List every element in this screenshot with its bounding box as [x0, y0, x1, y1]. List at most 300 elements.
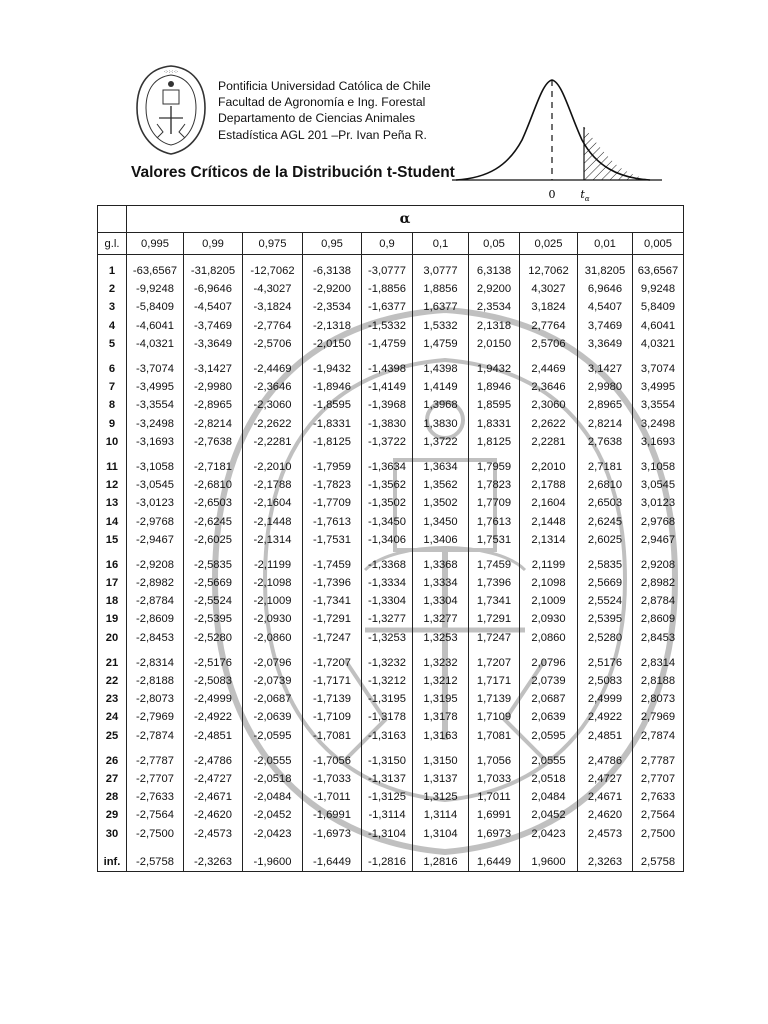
- svg-text:·:·:·:·:·: ·:·:·:·:·: [163, 69, 179, 75]
- spacer-cell: [243, 549, 303, 556]
- gl-cell: 17: [98, 574, 127, 592]
- value-cell: 2,5395: [578, 610, 633, 628]
- value-cell: -2,7764: [243, 317, 303, 335]
- table-row: [98, 280, 684, 298]
- spacer-cell: [520, 549, 578, 556]
- spacer-cell: [413, 255, 469, 263]
- value-cell: -1,3125: [362, 788, 413, 806]
- value-cell: -1,3253: [362, 629, 413, 647]
- table-row: [98, 360, 684, 378]
- spacer-cell: [184, 647, 243, 654]
- value-cell: -1,8946: [303, 378, 362, 396]
- table-row: [98, 574, 684, 592]
- table-row: [98, 415, 684, 433]
- value-cell: -2,4999: [184, 690, 243, 708]
- table-row: [98, 610, 684, 628]
- gl-cell: inf.: [98, 853, 127, 872]
- alpha-column-header: 0,1: [413, 233, 469, 255]
- value-cell: 1,8331: [469, 415, 520, 433]
- value-cell: 2,4469: [520, 360, 578, 378]
- value-cell: -2,1009: [243, 592, 303, 610]
- spacer-cell: [362, 647, 413, 654]
- spacer-cell: [184, 353, 243, 360]
- value-cell: -1,7011: [303, 788, 362, 806]
- value-cell: -2,8982: [127, 574, 184, 592]
- value-cell: 2,7181: [578, 458, 633, 476]
- value-cell: 1,3562: [413, 476, 469, 494]
- spacer-cell: [184, 843, 243, 853]
- value-cell: 3,3649: [578, 335, 633, 353]
- table-row: [98, 378, 684, 396]
- value-cell: 2,7638: [578, 433, 633, 451]
- spacer-cell: [127, 353, 184, 360]
- value-cell: 1,7056: [469, 752, 520, 770]
- value-cell: 12,7062: [520, 262, 578, 280]
- value-cell: -2,3646: [243, 378, 303, 396]
- value-cell: 3,2498: [633, 415, 684, 433]
- zero-label: 0: [548, 188, 556, 201]
- value-cell: -2,4786: [184, 752, 243, 770]
- value-cell: 1,6377: [413, 298, 469, 316]
- value-cell: 1,3137: [413, 770, 469, 788]
- value-cell: 2,1009: [520, 592, 578, 610]
- value-cell: 1,3195: [413, 690, 469, 708]
- value-cell: -1,9600: [243, 853, 303, 872]
- value-cell: -4,5407: [184, 298, 243, 316]
- value-cell: -1,7139: [303, 690, 362, 708]
- value-cell: -3,4995: [127, 378, 184, 396]
- value-cell: -4,3027: [243, 280, 303, 298]
- value-cell: -1,3368: [362, 556, 413, 574]
- spacer-cell: [469, 745, 520, 752]
- value-cell: -2,0423: [243, 824, 303, 842]
- value-cell: -2,8073: [127, 690, 184, 708]
- value-cell: 1,3304: [413, 592, 469, 610]
- table-row: [98, 494, 684, 512]
- alpha-column-header: 0,995: [127, 233, 184, 255]
- value-cell: -1,3195: [362, 690, 413, 708]
- spacer-cell: [633, 745, 684, 752]
- gl-header: g.l.: [98, 233, 127, 255]
- gl-cell: 28: [98, 788, 127, 806]
- institution-line-department: Departamento de Ciencias Animales: [218, 111, 416, 126]
- value-cell: -2,5524: [184, 592, 243, 610]
- spacer-cell: [303, 353, 362, 360]
- value-cell: -2,3534: [303, 298, 362, 316]
- value-cell: 1,3722: [413, 433, 469, 451]
- value-cell: 1,3502: [413, 494, 469, 512]
- alpha-header: α: [127, 206, 684, 233]
- value-cell: 1,3104: [413, 824, 469, 842]
- value-cell: -2,8453: [127, 629, 184, 647]
- spacer-cell: [98, 549, 127, 556]
- spacer-cell: [520, 353, 578, 360]
- gl-cell: 11: [98, 458, 127, 476]
- value-cell: 3,7469: [578, 317, 633, 335]
- value-cell: 1,3368: [413, 556, 469, 574]
- value-cell: 1,7291: [469, 610, 520, 628]
- value-cell: 2,1318: [469, 317, 520, 335]
- value-cell: -2,9768: [127, 512, 184, 530]
- spacer-cell: [413, 353, 469, 360]
- spacer-cell: [184, 549, 243, 556]
- value-cell: -2,5083: [184, 672, 243, 690]
- value-cell: -3,1693: [127, 433, 184, 451]
- value-cell: -2,8965: [184, 396, 243, 414]
- value-cell: -1,3178: [362, 708, 413, 726]
- value-cell: 4,0321: [633, 335, 684, 353]
- gl-cell: 14: [98, 512, 127, 530]
- value-cell: 1,3450: [413, 512, 469, 530]
- table-row: [98, 672, 684, 690]
- value-cell: 2,8784: [633, 592, 684, 610]
- table-row: [98, 806, 684, 824]
- spacer-cell: [578, 255, 633, 263]
- spacer-cell: [127, 745, 184, 752]
- value-cell: 1,8125: [469, 433, 520, 451]
- table-row: [98, 853, 684, 872]
- value-cell: -2,4922: [184, 708, 243, 726]
- value-cell: -3,0545: [127, 476, 184, 494]
- value-cell: -2,0555: [243, 752, 303, 770]
- value-cell: -3,2498: [127, 415, 184, 433]
- value-cell: -3,0123: [127, 494, 184, 512]
- spacer-cell: [98, 451, 127, 458]
- value-cell: -2,0860: [243, 629, 303, 647]
- gl-cell: 5: [98, 335, 127, 353]
- spacer-cell: [127, 255, 184, 263]
- value-cell: -1,4759: [362, 335, 413, 353]
- alpha-column-header: 0,9: [362, 233, 413, 255]
- value-cell: 1,7109: [469, 708, 520, 726]
- value-cell: 2,7874: [633, 727, 684, 745]
- spacer-cell: [303, 549, 362, 556]
- value-cell: 2,2010: [520, 458, 578, 476]
- value-cell: -1,7171: [303, 672, 362, 690]
- value-cell: 3,0545: [633, 476, 684, 494]
- value-cell: 2,8609: [633, 610, 684, 628]
- spacer-cell: [98, 843, 127, 853]
- value-cell: 9,9248: [633, 280, 684, 298]
- value-cell: 2,4922: [578, 708, 633, 726]
- value-cell: 1,3212: [413, 672, 469, 690]
- value-cell: 3,0123: [633, 494, 684, 512]
- value-cell: -1,3137: [362, 770, 413, 788]
- spacer-cell: [520, 843, 578, 853]
- gl-cell: 3: [98, 298, 127, 316]
- table-row: [98, 317, 684, 335]
- gl-cell: 8: [98, 396, 127, 414]
- value-cell: 2,7787: [633, 752, 684, 770]
- value-cell: 2,9980: [578, 378, 633, 396]
- value-cell: -2,7969: [127, 708, 184, 726]
- value-cell: 2,0452: [520, 806, 578, 824]
- value-cell: -1,8331: [303, 415, 362, 433]
- value-cell: 2,4671: [578, 788, 633, 806]
- value-cell: 2,0423: [520, 824, 578, 842]
- spacer-cell: [362, 843, 413, 853]
- gl-cell: 22: [98, 672, 127, 690]
- value-cell: 2,8982: [633, 574, 684, 592]
- value-cell: 2,0860: [520, 629, 578, 647]
- value-cell: 2,7707: [633, 770, 684, 788]
- value-cell: 2,2622: [520, 415, 578, 433]
- value-cell: 1,4759: [413, 335, 469, 353]
- value-cell: -2,0595: [243, 727, 303, 745]
- value-cell: -1,7109: [303, 708, 362, 726]
- value-cell: 1,7531: [469, 531, 520, 549]
- value-cell: 3,4995: [633, 378, 684, 396]
- value-cell: 2,1788: [520, 476, 578, 494]
- value-cell: -1,7291: [303, 610, 362, 628]
- value-cell: 1,3277: [413, 610, 469, 628]
- value-cell: 1,6991: [469, 806, 520, 824]
- table-row: [98, 770, 684, 788]
- value-cell: 2,0739: [520, 672, 578, 690]
- value-cell: 2,7969: [633, 708, 684, 726]
- value-cell: 1,7341: [469, 592, 520, 610]
- value-cell: 1,8595: [469, 396, 520, 414]
- table-row: [98, 298, 684, 316]
- value-cell: 2,8214: [578, 415, 633, 433]
- spacer-cell: [362, 255, 413, 263]
- value-cell: 6,3138: [469, 262, 520, 280]
- gl-cell: 6: [98, 360, 127, 378]
- gl-cell: 19: [98, 610, 127, 628]
- spacer-cell: [520, 255, 578, 263]
- value-cell: -2,4727: [184, 770, 243, 788]
- value-cell: 2,0687: [520, 690, 578, 708]
- table-row: [98, 824, 684, 842]
- value-cell: -2,0639: [243, 708, 303, 726]
- value-cell: -6,9646: [184, 280, 243, 298]
- value-cell: 1,3968: [413, 396, 469, 414]
- table-row: [98, 654, 684, 672]
- value-cell: -2,1318: [303, 317, 362, 335]
- table-row: [98, 752, 684, 770]
- spacer-cell: [184, 255, 243, 263]
- value-cell: -2,8314: [127, 654, 184, 672]
- value-cell: 1,3163: [413, 727, 469, 745]
- spacer-cell: [633, 451, 684, 458]
- table-row: [98, 629, 684, 647]
- gl-cell: 24: [98, 708, 127, 726]
- value-cell: 1,3178: [413, 708, 469, 726]
- value-cell: -3,7469: [184, 317, 243, 335]
- value-cell: -1,7709: [303, 494, 362, 512]
- spacer-cell: [578, 745, 633, 752]
- value-cell: 2,5669: [578, 574, 633, 592]
- value-cell: 1,7139: [469, 690, 520, 708]
- spacer-cell: [520, 745, 578, 752]
- critical-values-table: [97, 205, 684, 872]
- value-cell: 4,6041: [633, 317, 684, 335]
- value-cell: 1,7011: [469, 788, 520, 806]
- spacer-cell: [98, 745, 127, 752]
- value-cell: -2,1788: [243, 476, 303, 494]
- value-cell: -1,7959: [303, 458, 362, 476]
- value-cell: -1,3232: [362, 654, 413, 672]
- value-cell: 2,8453: [633, 629, 684, 647]
- value-cell: -1,3968: [362, 396, 413, 414]
- alpha-column-header: 0,95: [303, 233, 362, 255]
- value-cell: 1,7207: [469, 654, 520, 672]
- value-cell: 2,9200: [469, 280, 520, 298]
- value-cell: -2,4573: [184, 824, 243, 842]
- value-cell: 1,2816: [413, 853, 469, 872]
- spacer-cell: [633, 353, 684, 360]
- gl-cell: 2: [98, 280, 127, 298]
- value-cell: 6,9646: [578, 280, 633, 298]
- value-cell: -2,0452: [243, 806, 303, 824]
- table-row: [98, 433, 684, 451]
- value-cell: 2,0555: [520, 752, 578, 770]
- spacer-cell: [243, 451, 303, 458]
- gl-cell: 7: [98, 378, 127, 396]
- value-cell: -3,1427: [184, 360, 243, 378]
- gl-cell: 18: [98, 592, 127, 610]
- value-cell: 2,4999: [578, 690, 633, 708]
- value-cell: 2,7764: [520, 317, 578, 335]
- value-cell: 2,8314: [633, 654, 684, 672]
- value-cell: 3,1427: [578, 360, 633, 378]
- value-cell: 1,3830: [413, 415, 469, 433]
- value-cell: -2,5176: [184, 654, 243, 672]
- table-row: [98, 592, 684, 610]
- gl-cell: 26: [98, 752, 127, 770]
- value-cell: -2,7707: [127, 770, 184, 788]
- value-cell: -2,7500: [127, 824, 184, 842]
- value-cell: -1,2816: [362, 853, 413, 872]
- value-cell: -2,4469: [243, 360, 303, 378]
- value-cell: 2,4727: [578, 770, 633, 788]
- value-cell: -2,7787: [127, 752, 184, 770]
- spacer-cell: [362, 745, 413, 752]
- value-cell: -1,7531: [303, 531, 362, 549]
- value-cell: -1,7459: [303, 556, 362, 574]
- value-cell: -1,3634: [362, 458, 413, 476]
- value-cell: -1,7823: [303, 476, 362, 494]
- value-cell: 1,6973: [469, 824, 520, 842]
- value-cell: -1,6991: [303, 806, 362, 824]
- value-cell: 2,5176: [578, 654, 633, 672]
- value-cell: -2,8784: [127, 592, 184, 610]
- value-cell: 1,3634: [413, 458, 469, 476]
- alpha-column-header: 0,975: [243, 233, 303, 255]
- gl-cell: 27: [98, 770, 127, 788]
- value-cell: 1,3125: [413, 788, 469, 806]
- gl-cell: 30: [98, 824, 127, 842]
- spacer-cell: [98, 353, 127, 360]
- value-cell: -2,0687: [243, 690, 303, 708]
- value-cell: -9,9248: [127, 280, 184, 298]
- table-row: [98, 788, 684, 806]
- value-cell: -2,5280: [184, 629, 243, 647]
- gl-cell: 23: [98, 690, 127, 708]
- value-cell: 2,8965: [578, 396, 633, 414]
- value-cell: 2,5706: [520, 335, 578, 353]
- value-cell: -1,3450: [362, 512, 413, 530]
- table-row: [98, 531, 684, 549]
- value-cell: 2,6810: [578, 476, 633, 494]
- value-cell: -2,6810: [184, 476, 243, 494]
- spacer-cell: [413, 549, 469, 556]
- gl-cell: 15: [98, 531, 127, 549]
- value-cell: 1,9432: [469, 360, 520, 378]
- value-cell: -1,3562: [362, 476, 413, 494]
- value-cell: 1,4149: [413, 378, 469, 396]
- value-cell: -1,7341: [303, 592, 362, 610]
- spacer-cell: [633, 255, 684, 263]
- value-cell: -2,7874: [127, 727, 184, 745]
- value-cell: 1,7823: [469, 476, 520, 494]
- spacer-cell: [578, 353, 633, 360]
- spacer-cell: [184, 451, 243, 458]
- table-row: [98, 335, 684, 353]
- value-cell: 63,6567: [633, 262, 684, 280]
- value-cell: 2,0930: [520, 610, 578, 628]
- value-cell: 2,4620: [578, 806, 633, 824]
- value-cell: 1,7959: [469, 458, 520, 476]
- value-cell: 1,3334: [413, 574, 469, 592]
- value-cell: -2,9980: [184, 378, 243, 396]
- value-cell: -2,5706: [243, 335, 303, 353]
- value-cell: -2,9208: [127, 556, 184, 574]
- value-cell: 1,4398: [413, 360, 469, 378]
- value-cell: 3,0777: [413, 262, 469, 280]
- spacer-cell: [98, 647, 127, 654]
- value-cell: 2,1448: [520, 512, 578, 530]
- value-cell: -3,3649: [184, 335, 243, 353]
- table-row: [98, 708, 684, 726]
- value-cell: -2,8609: [127, 610, 184, 628]
- value-cell: 2,3060: [520, 396, 578, 414]
- spacer-cell: [578, 843, 633, 853]
- spacer-cell: [413, 647, 469, 654]
- gl-cell: 13: [98, 494, 127, 512]
- value-cell: 1,8856: [413, 280, 469, 298]
- value-cell: 1,7709: [469, 494, 520, 512]
- value-cell: 2,2281: [520, 433, 578, 451]
- spacer-cell: [469, 549, 520, 556]
- spacer-cell: [578, 451, 633, 458]
- gl-cell: 12: [98, 476, 127, 494]
- value-cell: -3,7074: [127, 360, 184, 378]
- value-cell: -1,3163: [362, 727, 413, 745]
- value-cell: 2,3534: [469, 298, 520, 316]
- value-cell: -2,6025: [184, 531, 243, 549]
- value-cell: 2,0518: [520, 770, 578, 788]
- alpha-column-header: 0,99: [184, 233, 243, 255]
- spacer-cell: [362, 451, 413, 458]
- value-cell: 3,7074: [633, 360, 684, 378]
- value-cell: -1,6377: [362, 298, 413, 316]
- value-cell: -4,0321: [127, 335, 184, 353]
- spacer-cell: [413, 451, 469, 458]
- value-cell: -1,3722: [362, 433, 413, 451]
- institution-line-faculty: Facultad de Agronomía e Ing. Forestal: [218, 95, 426, 110]
- value-cell: 2,5083: [578, 672, 633, 690]
- value-cell: 1,7396: [469, 574, 520, 592]
- gl-cell: 4: [98, 317, 127, 335]
- value-cell: 2,1098: [520, 574, 578, 592]
- value-cell: 2,6503: [578, 494, 633, 512]
- value-cell: -2,4620: [184, 806, 243, 824]
- value-cell: -2,5669: [184, 574, 243, 592]
- value-cell: 2,9467: [633, 531, 684, 549]
- spacer-cell: [127, 843, 184, 853]
- value-cell: -2,4851: [184, 727, 243, 745]
